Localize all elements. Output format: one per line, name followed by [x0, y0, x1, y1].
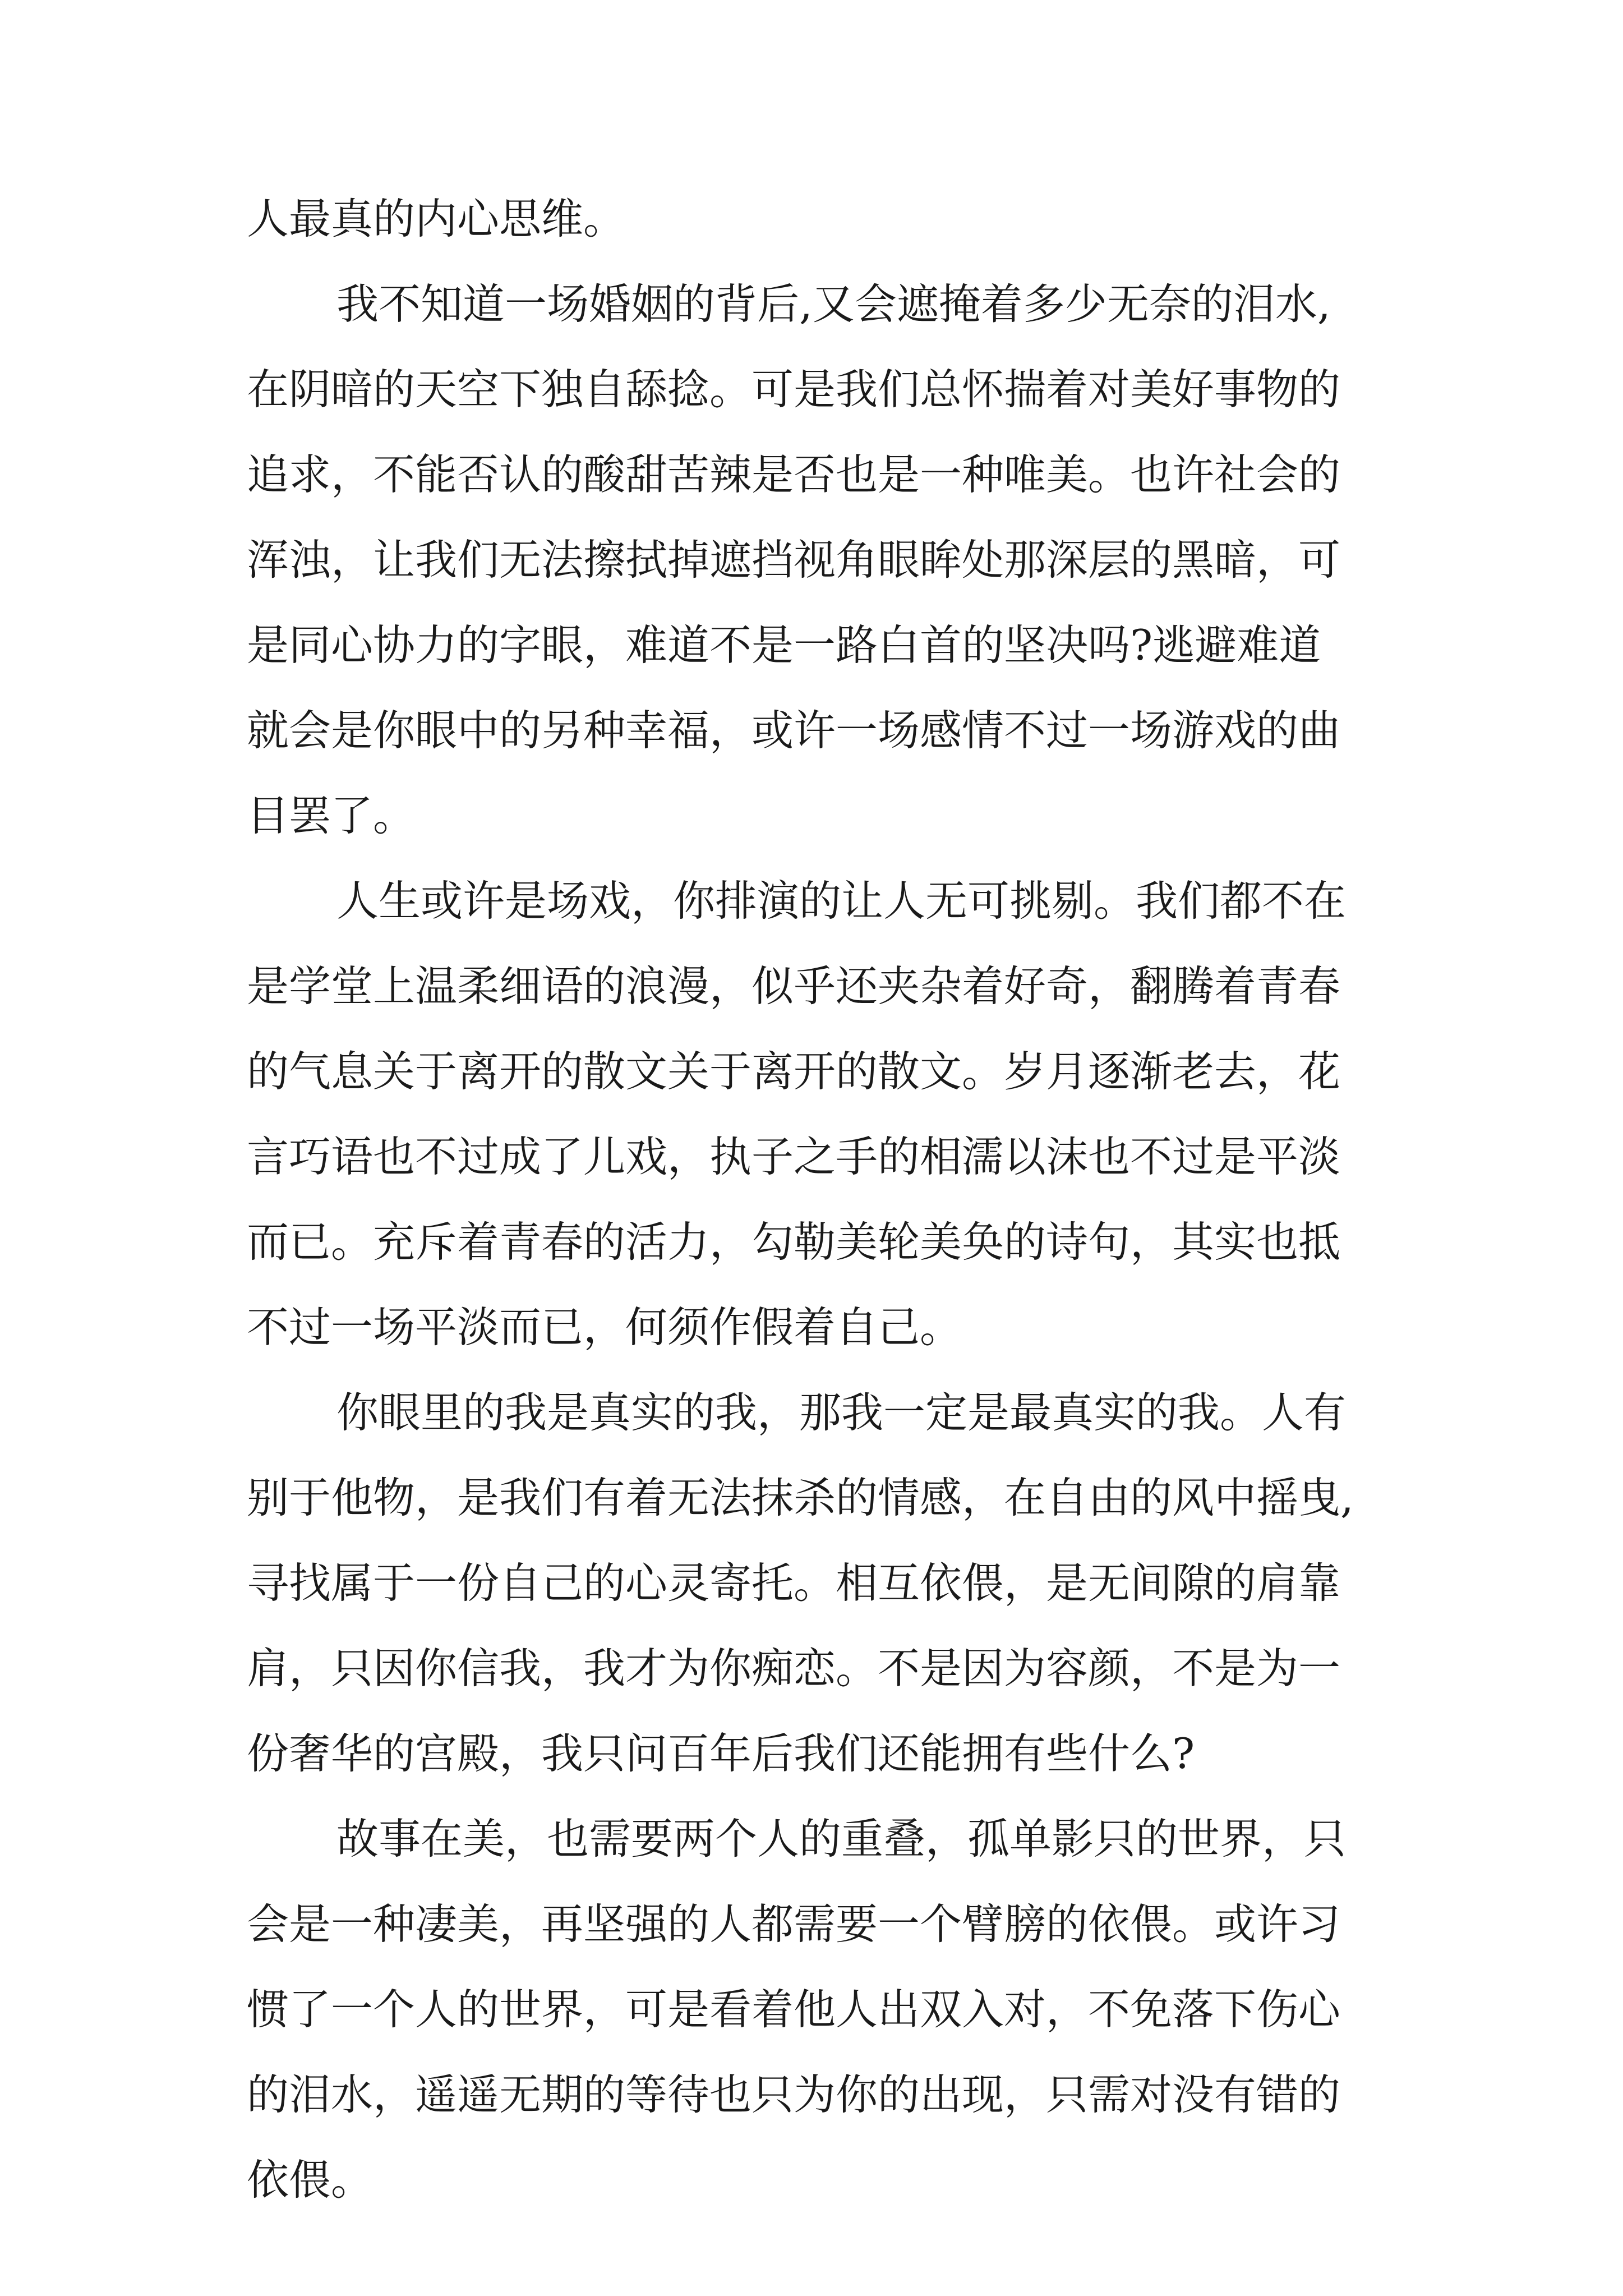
paragraph-first-line: 你眼里的我是真实的我，那我一定是最真实的我。人有: [336, 1388, 1347, 1437]
text-line: 是学堂上温柔细语的浪漫，似乎还夹杂着好奇，翻腾着青春: [247, 961, 1341, 1011]
text-line: 的气息关于离开的散文关于离开的散文。岁月逐渐老去，花: [247, 1047, 1341, 1096]
paragraph-first-line: 故事在美，也需要两个人的重叠，孤单影只的世界，只: [336, 1814, 1347, 1864]
text-line: 就会是你眼中的另种幸福，或许一场感情不过一场游戏的曲: [247, 706, 1341, 755]
text-line: 而已。充斥着青春的活力，勾勒美轮美奂的诗句，其实也抵: [247, 1217, 1341, 1267]
paragraph-first-line: 我不知道一场婚姻的背后,又会遮掩着多少无奈的泪水,: [336, 279, 1331, 329]
text-line: 依偎。: [247, 2155, 374, 2205]
text-line: 惯了一个人的世界，可是看着他人出双入对，不免落下伤心: [247, 1985, 1341, 2034]
text-line: 肩，只因你信我，我才为你痴恋。不是因为容颜，不是为一: [247, 1644, 1341, 1693]
text-line: 浑浊，让我们无法擦拭掉遮挡视角眼眸处那深层的黑暗，可: [247, 535, 1341, 585]
text-line: 的泪水，遥遥无期的等待也只为你的出现，只需对没有错的: [247, 2070, 1341, 2119]
text-line: 不过一场平淡而已，何须作假着自己。: [247, 1303, 962, 1352]
text-line: 在阴暗的天空下独自舔捻。可是我们总怀揣着对美好事物的: [247, 365, 1341, 414]
text-line: 言巧语也不过成了儿戏，执子之手的相濡以沫也不过是平淡: [247, 1132, 1341, 1181]
text-line: 是同心协力的字眼，难道不是一路白首的坚决吗?逃避难道: [247, 620, 1321, 670]
text-line: 寻找属于一份自己的心灵寄托。相互依偎，是无间隙的肩靠: [247, 1558, 1341, 1608]
text-line: 份奢华的宫殿，我只问百年后我们还能拥有些什么?: [247, 1729, 1195, 1778]
text-line: 别于他物，是我们有着无法抹杀的情感，在自由的风中摇曳,: [247, 1473, 1354, 1522]
text-line: 追求，不能否认的酸甜苦辣是否也是一种唯美。也许社会的: [247, 450, 1341, 499]
paragraph-first-line: 人生或许是场戏，你排演的让人无可挑剔。我们都不在: [336, 876, 1347, 926]
text-line: 会是一种凄美，再坚强的人都需要一个臂膀的依偎。或许习: [247, 1899, 1341, 1949]
text-line: 人最真的内心思维。: [247, 194, 626, 243]
text-line: 目罢了。: [247, 791, 416, 840]
